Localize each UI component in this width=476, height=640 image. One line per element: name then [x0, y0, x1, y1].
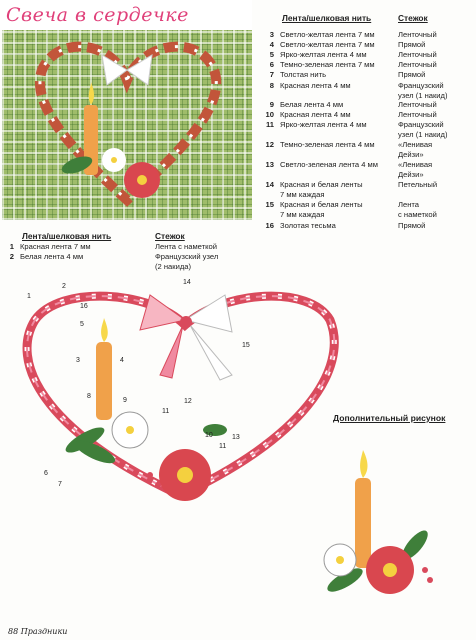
table-row	[260, 160, 396, 170]
callout-number: 9	[123, 397, 127, 404]
row-stitch: Французский узел (1 накид)	[398, 81, 448, 100]
table-row	[260, 180, 396, 199]
row-ribbon: Белая лента 4 мм	[20, 252, 84, 261]
row-ribbon: Темно-зеленая лента 7 мм	[280, 60, 375, 69]
row-ribbon: Красная лента 7 мм	[20, 242, 91, 251]
row-ribbon: Золотая тесьма	[280, 221, 336, 230]
callout-number: 6	[44, 470, 48, 477]
row-stitch: «Ленивая Дейзи»	[398, 160, 433, 179]
row-stitch: Прямой	[398, 221, 426, 230]
table-row	[260, 120, 396, 130]
row-stitch: Ленточный	[398, 30, 437, 39]
row-stitch: Французский узел (2 накида)	[155, 252, 219, 271]
callout-number: 13	[232, 434, 240, 441]
table-row	[0, 242, 91, 252]
row-number: 7	[269, 70, 274, 79]
callout-number: 11	[162, 408, 170, 415]
table-row	[0, 252, 83, 262]
row-ribbon: Ярко-желтая лента 4 мм	[280, 120, 367, 129]
callout-number: 12	[184, 398, 192, 405]
row-stitch: Ленточный	[398, 110, 437, 119]
callout-number: 4	[120, 357, 124, 364]
small-table-header-ribbon: Лента/шелковая нить	[22, 231, 112, 241]
row-number: 15	[265, 200, 274, 209]
row-ribbon: Белая лента 4 мм	[280, 100, 344, 109]
row-number: 6	[269, 60, 274, 69]
row-ribbon: Темно-зеленая лента 4 мм	[280, 140, 375, 149]
row-number: 2	[9, 252, 14, 261]
row-stitch: Ленточный	[398, 100, 437, 109]
row-stitch: Ленточный	[398, 50, 437, 59]
row-ribbon: Красная и белая ленты 7 мм каждая	[280, 200, 363, 219]
row-number: 4	[269, 40, 274, 49]
callout-number: 2	[62, 283, 66, 290]
row-ribbon: Ярко-желтая лента 4 мм	[280, 50, 367, 59]
callout-number: 15	[242, 342, 250, 349]
row-stitch: Французский узел (1 накид)	[398, 120, 448, 139]
row-number: 12	[265, 140, 274, 149]
table-row	[260, 30, 396, 40]
callout-number: 14	[183, 279, 191, 286]
row-number: 8	[269, 81, 274, 90]
callout-number: 3	[76, 357, 80, 364]
row-ribbon: Красная лента 4 мм	[280, 110, 351, 119]
main-table-header-stitch: Стежок	[398, 13, 428, 23]
row-stitch: Петельный	[398, 180, 438, 189]
row-ribbon: Красная лента 4 мм	[280, 81, 351, 90]
row-number: 9	[269, 100, 274, 109]
row-ribbon: Красная и белая ленты 7 мм каждая	[280, 180, 363, 199]
embroidery-photo	[2, 10, 252, 220]
row-number: 16	[265, 221, 274, 230]
table-row	[260, 110, 396, 120]
row-stitch: Лента с наметкой	[398, 200, 437, 219]
row-number: 10	[265, 110, 274, 119]
row-stitch: Прямой	[398, 70, 426, 79]
callout-number: 11	[219, 443, 227, 450]
row-ribbon: Светло-желтая лента 7 мм	[280, 30, 375, 39]
row-ribbon: Светло-желтая лента 7 мм	[280, 40, 375, 49]
small-table-header-stitch: Стежок	[155, 231, 185, 241]
table-row	[260, 40, 396, 50]
row-ribbon: Толстая нить	[280, 70, 327, 79]
row-number: 1	[9, 242, 14, 251]
row-number: 3	[269, 30, 274, 39]
callout-number: 10	[205, 432, 213, 439]
callout-number: 1	[27, 293, 31, 300]
row-stitch: Прямой	[398, 40, 426, 49]
table-row	[260, 60, 396, 70]
row-stitch: Лента с наметкой	[155, 242, 217, 251]
table-row	[260, 200, 396, 219]
table-row	[260, 70, 396, 80]
row-number: 11	[265, 120, 274, 129]
photo-heart-illustration	[2, 10, 252, 220]
callout-number: 7	[58, 481, 62, 488]
callout-number: 5	[80, 321, 84, 328]
table-row	[260, 81, 396, 91]
callout-number: 8	[87, 393, 91, 400]
row-stitch: «Ленивая Дейзи»	[398, 140, 433, 159]
row-number: 14	[265, 180, 274, 189]
additional-drawing	[300, 430, 470, 620]
table-row	[260, 50, 396, 60]
page-footer: 88 Праздники	[8, 627, 68, 636]
main-materials-table	[260, 14, 474, 244]
row-number: 13	[265, 160, 274, 169]
table-row	[260, 140, 396, 150]
row-ribbon: Светло-зеленая лента 4 мм	[280, 160, 378, 169]
row-stitch: Ленточный	[398, 60, 437, 69]
additional-drawing-title: Дополнительный рисунок	[333, 413, 446, 423]
page-title: Свеча в сердечке	[6, 4, 189, 26]
callout-number: 16	[80, 303, 88, 310]
main-table-header-ribbon: Лента/шелковая нить	[282, 13, 372, 23]
row-number: 5	[269, 50, 274, 59]
small-materials-table	[0, 232, 260, 282]
table-row	[260, 100, 396, 110]
table-row	[260, 221, 396, 231]
